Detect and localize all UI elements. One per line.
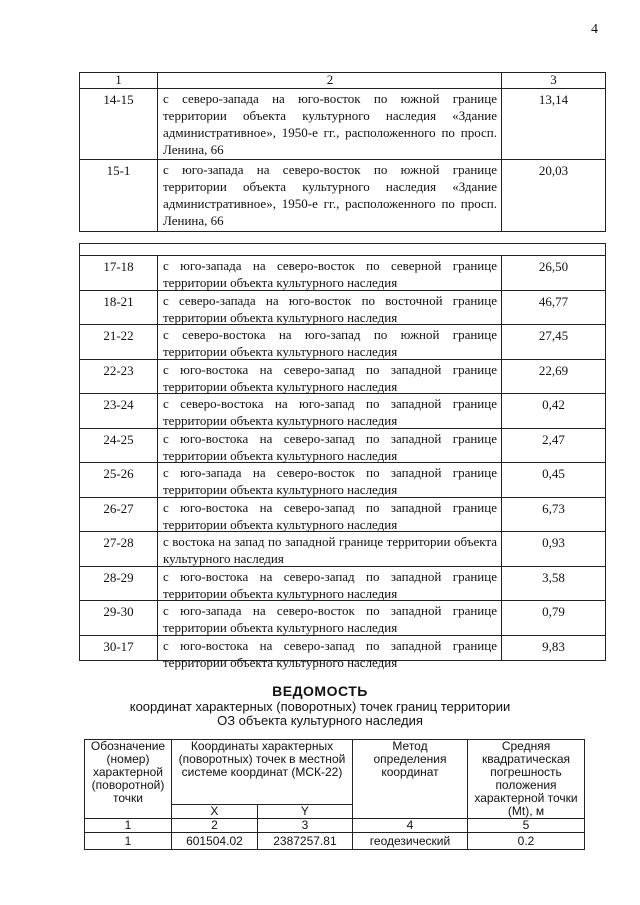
point-number: 1 <box>85 833 172 850</box>
header-point-designation: Обозначение (номер) характерной (поворотной) точки <box>85 740 172 819</box>
coordinates-table <box>84 739 585 850</box>
segment-description: с северо-востока на юго-запад по западной границе территории объекта культурного наследия <box>158 394 502 428</box>
segment-id: 25-26 <box>80 463 158 497</box>
segment-description: с юго-запада на северо-восток по западной границе территории объекта культурного наследия <box>158 463 502 497</box>
column-number: 3 <box>257 819 352 833</box>
segment-description: с юго-запада на северо-восток по северной границе территории объекта культурного наследия <box>158 256 502 290</box>
table-row <box>79 532 606 567</box>
table-row <box>79 89 606 160</box>
table-row <box>79 567 606 601</box>
boundary-segments-table <box>79 72 606 670</box>
segment-id: 29-30 <box>80 601 158 635</box>
table-row <box>79 394 606 429</box>
segment-length: 13,14 <box>538 92 569 107</box>
segment-description: с юго-востока на северо-запад по западной границе территории объекта культурного наследия <box>158 567 502 600</box>
header-cell-1: 1 <box>80 73 158 88</box>
segment-id: 17-18 <box>80 256 158 290</box>
table-row <box>79 160 606 232</box>
table-row <box>79 636 606 670</box>
statement-title: ВЕДОМОСТЬ <box>272 683 368 699</box>
segment-description: с юго-востока на северо-запад по западной границе территории объекта культурного наследия <box>158 360 502 393</box>
segment-id: 23-24 <box>80 394 158 428</box>
header-y: Y <box>257 805 352 819</box>
segment-description: с северо-запада на юго-восток по южной границе территории объекта культурного наследия «Здание административное», 1950-е гг., расположенного по просп. Ленина, 66 <box>158 89 502 159</box>
segment-id: 22-23 <box>80 360 158 393</box>
statement-subtitle-line2: ОЗ объекта культурного наследия <box>217 713 423 728</box>
table-row <box>79 325 606 360</box>
segment-length: 26,50 <box>538 259 569 274</box>
column-number: 4 <box>353 819 468 833</box>
coord-x: 601504.02 <box>172 833 258 850</box>
coord-y: 2387257.81 <box>257 833 352 850</box>
column-number: 1 <box>85 819 172 833</box>
segment-id: 18-21 <box>80 291 158 324</box>
segment-length: 0,93 <box>542 535 565 550</box>
statement-subtitle-line1: координат характерных (поворотных) точек границ территории <box>129 699 511 714</box>
segment-length: 2,47 <box>542 432 565 447</box>
table-row <box>79 244 606 256</box>
segment-length: 27,45 <box>538 328 569 343</box>
segment-id: 27-28 <box>80 532 158 566</box>
header-cell-3: 3 <box>550 72 557 87</box>
header-error: Средняя квадратическая погрешность положения характерной точки (Mt), м <box>468 740 585 819</box>
segment-id: 21-22 <box>80 325 158 359</box>
segment-length: 0,79 <box>542 604 565 619</box>
segment-description: с северо-запада на юго-восток по восточной границе территории объекта культурного наследия <box>158 291 502 324</box>
segment-description: с востока на запад по западной границе территории объекта культурного наследия <box>158 532 502 566</box>
segment-description: с юго-востока на северо-запад по западной границе территории объекта культурного наследия <box>158 429 502 462</box>
column-number: 5 <box>468 819 585 833</box>
segment-description: с юго-запада на северо-восток по западной границе территории объекта культурного наследия <box>158 601 502 635</box>
table-row <box>79 498 606 532</box>
segment-description: с северо-востока на юго-запад по южной границе территории объекта культурного наследия <box>158 325 502 359</box>
segment-id: 15-1 <box>80 160 158 231</box>
segment-id: 24-25 <box>80 429 158 462</box>
segment-description: с юго-востока на северо-запад по западной границе территории объекта культурного наследия <box>158 498 502 531</box>
segment-id: 14-15 <box>80 89 158 159</box>
header-method: Метод определения координат <box>353 740 468 819</box>
table-row <box>79 291 606 325</box>
segment-id: 30-17 <box>80 636 158 660</box>
segment-length: 3,58 <box>542 570 565 585</box>
table-header-row <box>79 72 606 89</box>
segment-length: 6,73 <box>542 501 565 516</box>
table-row <box>85 833 585 850</box>
segment-length: 0,42 <box>542 397 565 412</box>
page-number: 4 <box>591 22 598 37</box>
table-row <box>79 360 606 394</box>
segment-length: 22,69 <box>538 363 569 378</box>
method-value: геодезический <box>353 833 468 850</box>
header-x: X <box>172 805 258 819</box>
segment-id: 28-29 <box>80 567 158 600</box>
table-row <box>79 429 606 463</box>
segment-length: 9,83 <box>542 639 565 654</box>
segment-id: 26-27 <box>80 498 158 531</box>
header-coordinates: Координаты характерных (поворотных) точек в местной системе координат (МСК-22) <box>172 740 353 805</box>
table-row-spacer <box>79 232 606 244</box>
segment-length: 20,03 <box>538 163 569 178</box>
error-value: 0.2 <box>468 833 585 850</box>
segment-description: с юго-запада на северо-восток по южной границе территории объекта культурного наследия «Здание административное», 1950-е гг., расположенного по просп. Ленина, 66 <box>158 160 502 231</box>
header-cell-2: 2 <box>158 73 502 88</box>
segment-length: 0,45 <box>542 466 565 481</box>
table-row <box>79 256 606 291</box>
column-number: 2 <box>172 819 258 833</box>
segment-description: с юго-востока на северо-запад по западной границе территории объекта культурного наследия <box>158 636 502 660</box>
segment-length: 46,77 <box>538 294 569 309</box>
table-row <box>79 601 606 636</box>
table-row <box>79 463 606 498</box>
